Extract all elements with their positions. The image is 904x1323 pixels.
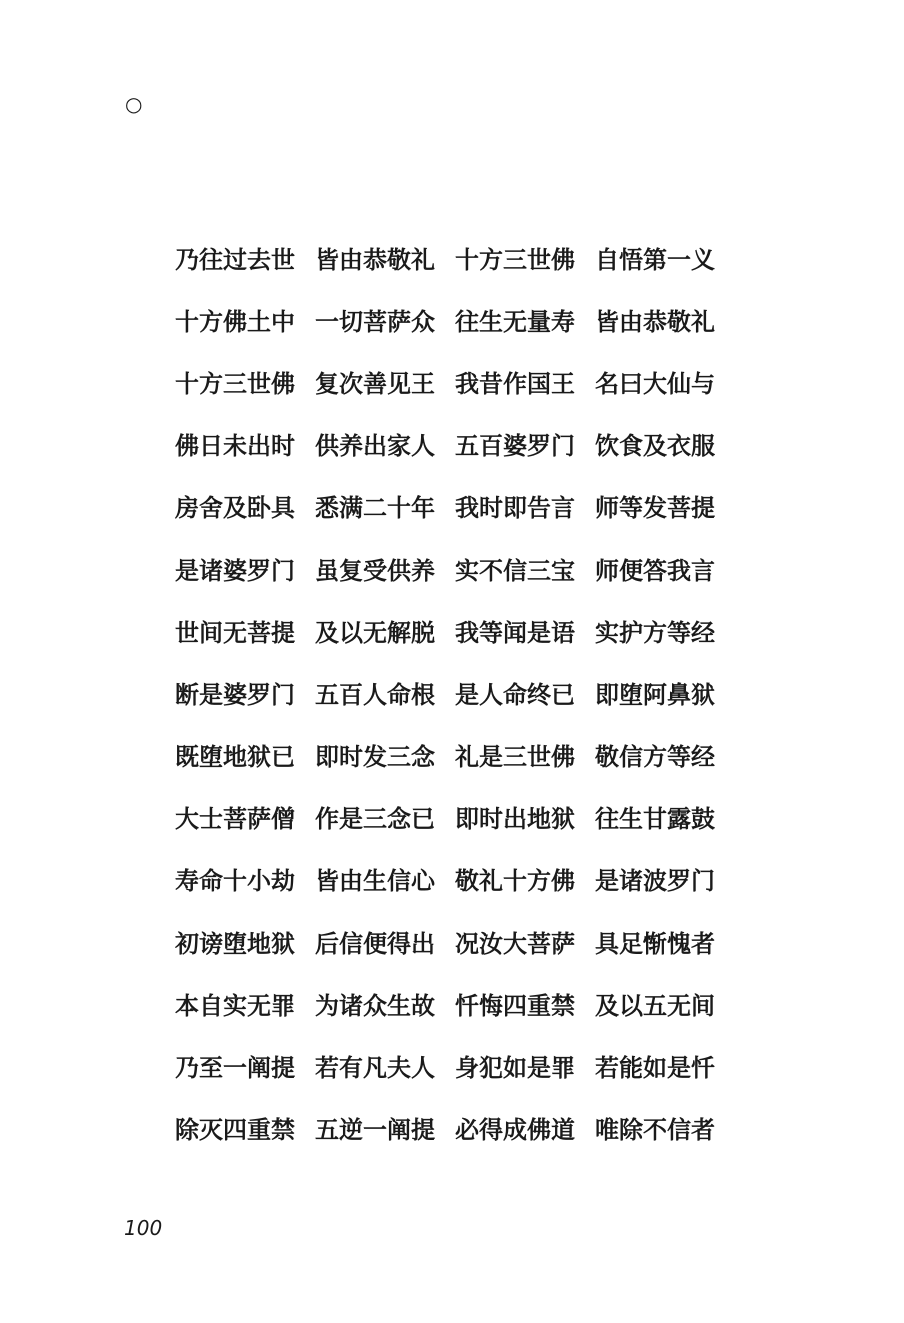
verse-phrase: 及以无解脱 — [315, 617, 435, 647]
verse-phrase: 一切菩萨众 — [315, 306, 435, 336]
verse-phrase: 敬信方等经 — [595, 742, 715, 772]
verse-phrase: 房舍及卧具 — [175, 493, 295, 523]
verse-row — [175, 786, 735, 848]
verse-phrase: 供养出家人 — [315, 431, 435, 461]
verse-phrase: 皆由生信心 — [315, 866, 435, 896]
verse-phrase: 若有凡夫人 — [315, 1053, 435, 1083]
verse-phrase: 实护方等经 — [595, 617, 715, 647]
verse-phrase: 忏悔四重禁 — [455, 990, 575, 1020]
verse-phrase: 具足惭愧者 — [595, 928, 715, 958]
verse-phrase: 唯除不信者 — [595, 1115, 715, 1145]
verse-phrase: 即堕阿鼻狱 — [595, 679, 715, 709]
verse-phrase: 师便答我言 — [595, 555, 715, 585]
verse-row — [175, 537, 735, 599]
verse-row — [175, 972, 735, 1034]
verse-row — [175, 288, 735, 350]
verse-block — [175, 226, 735, 1159]
verse-row — [175, 226, 735, 288]
verse-row — [175, 1034, 735, 1096]
verse-phrase: 十方三世佛 — [455, 244, 575, 274]
verse-phrase: 乃至一阐提 — [175, 1053, 295, 1083]
verse-phrase: 皆由恭敬礼 — [595, 306, 715, 336]
verse-phrase: 往生无量寿 — [455, 306, 575, 336]
verse-row — [175, 350, 735, 412]
verse-phrase: 即时发三念 — [315, 742, 435, 772]
verse-phrase: 名曰大仙与 — [595, 368, 715, 398]
verse-row — [175, 413, 735, 475]
verse-phrase: 皆由恭敬礼 — [315, 244, 435, 274]
verse-phrase: 作是三念已 — [315, 804, 435, 834]
verse-phrase: 五百婆罗门 — [455, 431, 575, 461]
verse-phrase: 我时即告言 — [455, 493, 575, 523]
verse-phrase: 若能如是忏 — [595, 1053, 715, 1083]
verse-phrase: 除灭四重禁 — [175, 1115, 295, 1145]
verse-phrase: 必得成佛道 — [455, 1115, 575, 1145]
verse-phrase: 我等闻是语 — [455, 617, 575, 647]
verse-phrase: 礼是三世佛 — [455, 742, 575, 772]
verse-phrase: 世间无菩提 — [175, 617, 295, 647]
verse-phrase: 佛日未出时 — [175, 431, 295, 461]
verse-row — [175, 848, 735, 910]
verse-row — [175, 1097, 735, 1159]
verse-phrase: 是诸婆罗门 — [175, 555, 295, 585]
verse-row — [175, 661, 735, 723]
verse-phrase: 五逆一阐提 — [315, 1115, 435, 1145]
verse-phrase: 饮食及衣服 — [595, 431, 715, 461]
verse-phrase: 实不信三宝 — [455, 555, 575, 585]
verse-row — [175, 475, 735, 537]
verse-row — [175, 724, 735, 786]
verse-phrase: 既堕地狱已 — [175, 742, 295, 772]
verse-phrase: 初谤堕地狱 — [175, 928, 295, 958]
verse-row — [175, 910, 735, 972]
verse-phrase: 寿命十小劫 — [175, 866, 295, 896]
verse-phrase: 本自实无罪 — [175, 990, 295, 1020]
verse-phrase: 往生甘露鼓 — [595, 804, 715, 834]
verse-phrase: 虽复受供养 — [315, 555, 435, 585]
verse-phrase: 况汝大菩萨 — [455, 928, 575, 958]
verse-phrase: 乃往过去世 — [175, 244, 295, 274]
verse-phrase: 及以五无间 — [595, 990, 715, 1020]
verse-phrase: 十方三世佛 — [175, 368, 295, 398]
verse-phrase: 我昔作国王 — [455, 368, 575, 398]
verse-phrase: 五百人命根 — [315, 679, 435, 709]
verse-phrase: 身犯如是罪 — [455, 1053, 575, 1083]
verse-phrase: 师等发菩提 — [595, 493, 715, 523]
verse-phrase: 大士菩萨僧 — [175, 804, 295, 834]
verse-phrase: 复次善见王 — [315, 368, 435, 398]
circle-mark: ○ — [125, 92, 143, 116]
verse-phrase: 是人命终已 — [455, 679, 575, 709]
verse-phrase: 为诸众生故 — [315, 990, 435, 1020]
page-number: 100 — [124, 1216, 163, 1240]
verse-phrase: 自悟第一义 — [595, 244, 715, 274]
verse-phrase: 十方佛土中 — [175, 306, 295, 336]
verse-row — [175, 599, 735, 661]
verse-phrase: 即时出地狱 — [455, 804, 575, 834]
verse-phrase: 是诸波罗门 — [595, 866, 715, 896]
verse-phrase: 后信便得出 — [315, 928, 435, 958]
verse-phrase: 敬礼十方佛 — [455, 866, 575, 896]
verse-phrase: 悉满二十年 — [315, 493, 435, 523]
verse-phrase: 断是婆罗门 — [175, 679, 295, 709]
